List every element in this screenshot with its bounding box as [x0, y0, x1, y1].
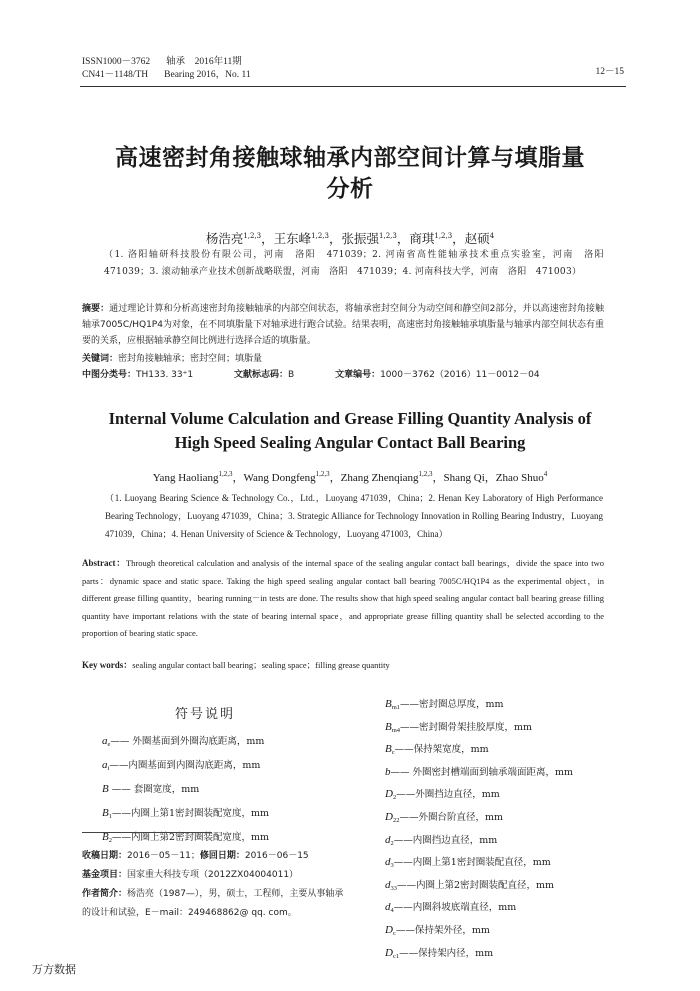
symbol-desc: ——内圈基面到内圈沟底距离，mm — [109, 760, 261, 771]
symbol-var: d — [385, 901, 391, 914]
symbol-desc: ——外圈台阶直径，mm — [399, 811, 503, 823]
symbol-desc: —— 外圈密封槽端面到轴承端面距离，mm — [390, 766, 574, 778]
symbol-var: B — [385, 698, 392, 710]
symbol-desc: ——内圈上第1密封圈装配宽度，mm — [111, 808, 270, 819]
cn-title-line1: 高速密封角接触球轴承内部空间计算与填脂量 — [115, 145, 585, 171]
en-author-affil-sup: 1,2,3 — [418, 470, 433, 478]
symbol-var: D — [385, 788, 393, 801]
symbol-var: a — [102, 759, 108, 771]
symbol-desc: ——密封圈总厚度，mm — [400, 699, 504, 710]
symbol-sub: m1 — [391, 704, 401, 711]
issn: ISSN1000－3762 — [82, 57, 151, 67]
symbol-sub: 1 — [108, 813, 112, 820]
symbol-row — [385, 876, 630, 899]
symbol-row — [385, 740, 630, 763]
en-abstract-text: Through theoretical calculation and analysis of the internal space of the sealing angular contact ball bearings，divide the space into two parts：dynamic space and static space. Taking the high speed sealing angular contact ball bearing 7005C/HQ1P4 as the experimental object，in different grease filling quantity，bearing running－in tests are done. The results show that high speed sealing angular contact ball bearing grease filling quantity have important relations with the state of bearing internal space，and appropriate grease filling quantity shall be selected according to the proportion of bearing static space. — [82, 558, 604, 638]
en-author-sep: ， — [432, 472, 444, 484]
symbol-var: b — [385, 765, 391, 778]
symbol-desc: ——内圈斜坡底端直径，mm — [393, 902, 517, 914]
en-author-affil-sup: 4 — [543, 470, 548, 478]
symbol-var: D — [385, 810, 393, 823]
symbol-row — [102, 755, 342, 779]
symbol-var: d — [385, 856, 391, 869]
symbol-desc: ——保持架内径，mm — [399, 947, 494, 959]
symbol-desc: ——密封圈骨架挂胶厚度，mm — [400, 721, 533, 733]
symbol-desc: ——保持架外径，mm — [395, 924, 490, 936]
symbol-sub: 2 — [108, 837, 112, 844]
symbol-var: d — [385, 833, 391, 846]
symbols-list-left — [102, 731, 342, 851]
cn-keywords — [82, 351, 604, 367]
en-abstract — [82, 555, 604, 643]
symbol-row — [102, 779, 342, 803]
fund-value: 国家重大科技专项（2012ZX04004011） — [127, 870, 299, 880]
cn-author: 王东峰 — [273, 231, 312, 246]
cn-keywords-label: 关键词： — [82, 354, 119, 364]
cn-keywords-text: 密封角接触轴承；密封空间；填脂量 — [118, 354, 263, 364]
en-keywords — [82, 657, 604, 673]
cn-author-affil-sup: 1,2,3 — [379, 232, 397, 240]
symbol-desc: ——内圈上第2密封圈装配宽度，mm — [111, 832, 270, 843]
symbol-sub: m4 — [391, 726, 401, 734]
revised-label: 修回日期： — [199, 851, 245, 861]
symbol-sub: c — [391, 749, 395, 757]
cn-author-affil-sup: 1,2,3 — [243, 232, 262, 240]
footnote — [82, 847, 347, 923]
symbol-sub: 4 — [390, 907, 394, 915]
fund-label: 基金项目： — [82, 870, 128, 880]
symbol-desc: ——内圈上第2密封圈装配直径，mm — [397, 879, 555, 891]
symbol-row — [385, 898, 630, 921]
doc-code-value: B — [288, 370, 295, 380]
symbol-var: B — [385, 743, 392, 756]
cn-author: 赵硕 — [464, 231, 490, 246]
symbol-desc: —— 外圈基面到外圈沟底距离，mm — [110, 736, 265, 747]
author-bio-label: 作者简介： — [82, 889, 128, 899]
symbol-var: d — [385, 878, 391, 891]
clc-value: TH133. 33⁺1 — [136, 370, 194, 380]
en-title-line1: Internal Volume Calculation and Grease Filling Quantity Analysis of — [108, 409, 592, 428]
en-author: Zhang Zhenqiang — [340, 472, 419, 484]
symbol-var: a — [102, 735, 108, 747]
symbol-var: B — [102, 807, 109, 819]
cn-abstract-text: 通过理论计算和分析高速密封角接触轴承的内部空间状态，将轴承密封空间分为动空间和静空间2部分，并以高速密封角接触轴承7005C/HQ1P4为对象，在不同填脂量下对轴承进行跑合试验。结果表明，高速密封角接触轴承填脂量与轴承内部空间状态有重要的关系，应根据轴承静空间比例进行选择合适的填脂量。 — [82, 304, 604, 346]
cn-classification — [82, 367, 604, 383]
journal-en: Bearing 2016，No. 11 — [164, 70, 251, 80]
cn-author-list: 杨浩亮$^{1,2,3}$，王东峰$^{1,2,3}$，张振强$^{1,2,3}$，商琪$^{1,2,3}$，赵硕$^4$ — [205, 231, 495, 246]
cn-code: CN41－1148/TH — [82, 70, 149, 80]
symbol-sub: 3 — [390, 862, 394, 870]
symbol-row — [102, 731, 342, 755]
symbol-desc: ——保持架宽度，mm — [394, 744, 489, 756]
symbol-var: B — [102, 783, 109, 795]
symbol-sub: 2 — [390, 839, 394, 847]
symbol-row — [385, 695, 630, 718]
symbol-row — [385, 944, 630, 967]
symbol-sub: i — [107, 765, 110, 772]
cn-author: 商琪 — [409, 231, 435, 246]
symbol-sub: c1 — [392, 952, 400, 960]
symbol-row — [385, 718, 630, 741]
received-label: 收稿日期： — [82, 851, 128, 861]
symbol-row — [102, 803, 342, 827]
symbol-var: B — [102, 831, 109, 843]
en-affiliations: （1. Luoyang Bearing Science & Technology Co.，Ltd.，Luoyang 471039，China；2. Henan Key Laboratory of High Performance Bearing Technology，Luoyang 471039，China；3. Strategic Alliance for Technology Innovation in Rolling Bearing Industry，Luoyang 471039，China；4. Henan University of Science & Technology，Luoyang 471003，China） — [105, 493, 603, 539]
symbol-row — [385, 785, 630, 808]
footnote-dates — [82, 847, 347, 866]
symbol-var: D — [385, 923, 393, 936]
en-author-sep: ， — [232, 472, 244, 484]
article-no-label: 文章编号： — [335, 370, 381, 380]
cn-title-line2: 分析 — [326, 176, 374, 202]
en-author: Shang Qi，Zhao Shuo — [443, 472, 544, 484]
cn-author: 张振强 — [341, 231, 380, 246]
journal-cn: 轴承 — [166, 57, 186, 67]
footnote-rule — [82, 832, 212, 833]
symbol-row — [385, 853, 630, 876]
symbol-row — [385, 763, 630, 786]
symbol-desc: ——外圈挡边直径，mm — [396, 789, 500, 801]
symbol-sub: 33 — [390, 884, 397, 892]
en-keywords-text: sealing angular contact ball bearing；sealing space；filling grease quantity — [132, 660, 390, 670]
cn-abstract — [82, 301, 604, 349]
symbol-sub: 22 — [392, 816, 400, 824]
cn-title — [60, 143, 640, 205]
received-date: 2016－05－11； — [127, 851, 200, 861]
page-range: 12－15 — [595, 67, 624, 77]
revised-date: 2016－06－15 — [244, 851, 309, 861]
cn-author-affil-sup: 1,2,3 — [434, 232, 453, 240]
issue-cn: 2016年11期 — [194, 57, 242, 67]
en-author-affil-sup: 1,2,3 — [315, 470, 330, 478]
en-title-line2: High Speed Sealing Angular Contact Ball Bearing — [174, 433, 526, 452]
en-abstract-label: Abstract： — [82, 558, 126, 568]
en-author-affil-sup: 1,2,3 — [218, 470, 233, 478]
symbol-desc: ——内圈上第1密封圈装配直径，mm — [393, 857, 551, 869]
symbol-sub: e — [107, 741, 111, 748]
watermark-text: 万方数据 — [32, 963, 76, 976]
symbols-list-right — [385, 695, 630, 966]
cn-affiliations: （1. 洛阳轴研科技股份有限公司，河南 洛阳 471039；2. 河南省高性能轴承技术重点实验室，河南 洛阳 471039；3. 滚动轴承产业技术创新战略联盟，河南 洛阳 471039；4. 河南科技大学，河南 洛阳 471003） — [104, 250, 614, 277]
clc-label: 中图分类号： — [82, 370, 137, 380]
author-bio-value: 杨浩亮（1987—），男，硕士，工程师，主要从事轴承的设计和试验，E－mail：249468862@ qq. com。 — [82, 889, 344, 918]
footnote-fund — [82, 866, 347, 885]
cn-author-affil-sup: 4 — [489, 232, 495, 240]
symbol-row — [385, 808, 630, 831]
en-author: Wang Dongfeng — [243, 472, 316, 484]
article-no-value: 1000－3762（2016）11－0012－04 — [380, 370, 540, 380]
symbol-sub: 2 — [392, 794, 397, 802]
en-keywords-label: Key words： — [82, 660, 133, 670]
symbol-desc: ——内圈挡边直径，mm — [393, 834, 498, 846]
cn-author-affil-sup: 1,2,3 — [311, 232, 329, 240]
symbol-var: D — [385, 946, 393, 959]
symbol-row — [385, 921, 630, 944]
en-title — [60, 407, 640, 455]
footnote-author — [82, 885, 347, 923]
header-rule — [80, 86, 626, 87]
symbols-heading: 符号说明 — [175, 707, 236, 722]
symbol-row — [385, 831, 630, 854]
en-author-sep: ， — [329, 472, 341, 484]
en-author-list — [60, 469, 640, 485]
symbol-var: B — [385, 720, 392, 733]
cn-author: 杨浩亮 — [205, 231, 244, 246]
doc-code-label: 文献标志码： — [233, 370, 288, 380]
cn-abstract-label: 摘要： — [82, 304, 110, 314]
en-author: Yang Haoliang — [152, 472, 219, 484]
running-header-left — [82, 56, 251, 82]
symbol-desc: —— 套圈宽度，mm — [108, 784, 200, 795]
symbol-sub: c — [392, 929, 396, 937]
